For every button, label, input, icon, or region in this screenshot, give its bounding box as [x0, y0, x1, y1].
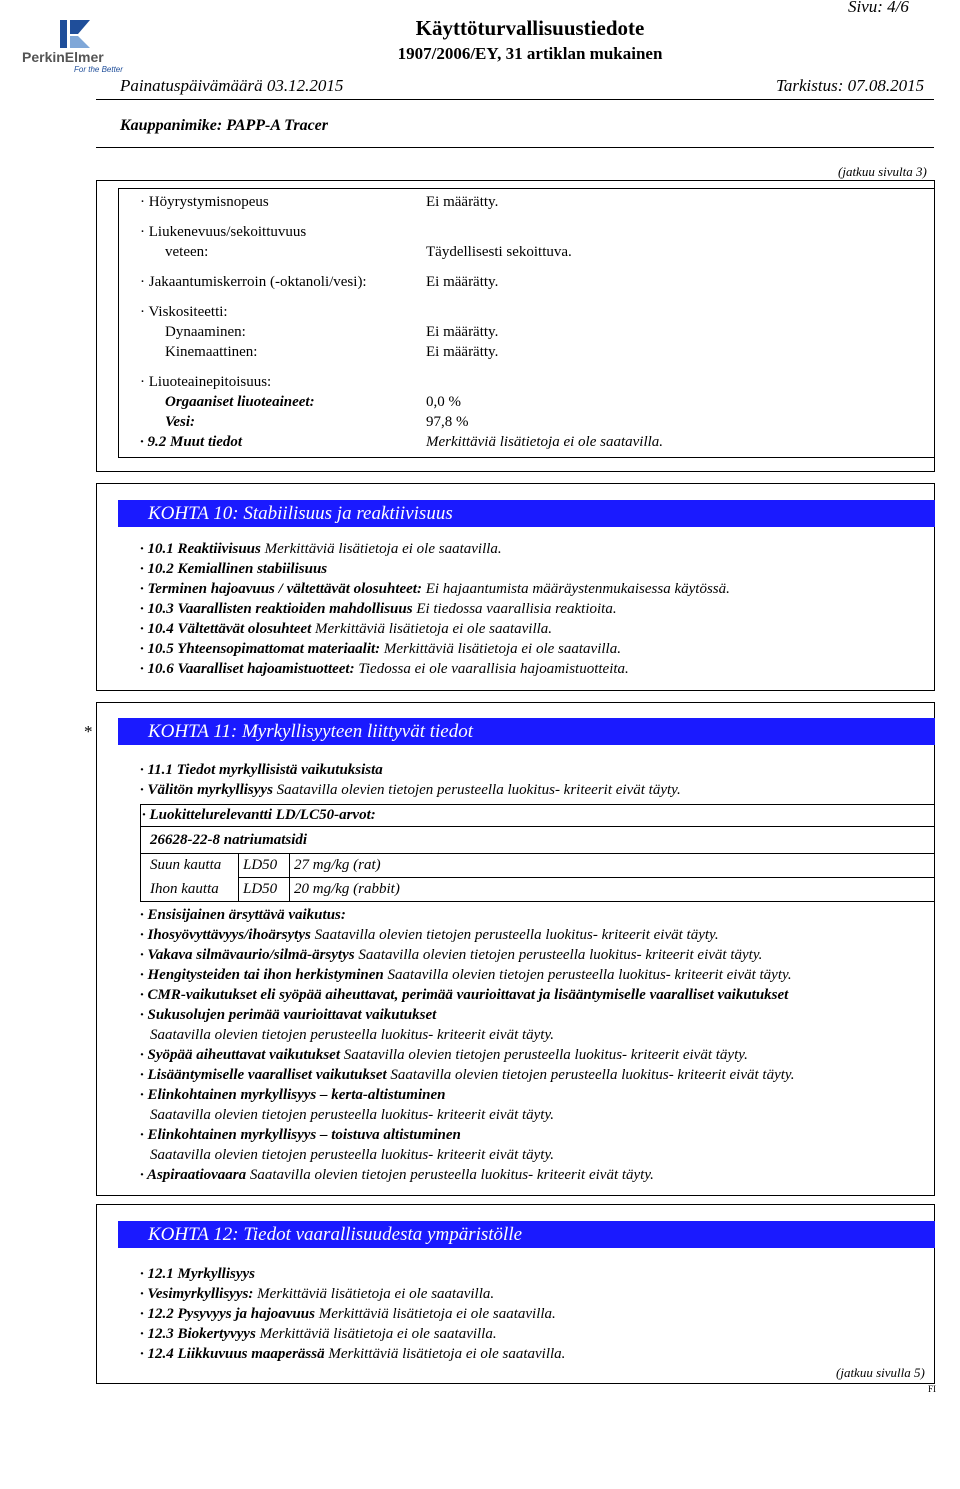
line-text: Merkittäviä lisätietoja ei ole saatavilla. — [380, 641, 621, 657]
line-label: · Syöpää aiheuttavat vaikutukset — [140, 1047, 341, 1063]
section10-title-bar: KOHTA 10: Stabiilisuus ja reaktiivisuus — [118, 500, 935, 527]
ld-value: 27 mg/kg (rat) — [294, 857, 381, 873]
property-value: Ei määrätty. — [426, 344, 499, 360]
line-text: Saatavilla olevien tietojen perusteella luokitus- kriteerit eivät täyty. — [150, 1147, 555, 1163]
line-label: · 12.1 Myrkyllisyys — [140, 1266, 255, 1282]
line-text: Ei hajaantumista määräystenmukaisessa käytössä. — [421, 581, 730, 597]
property-value: Ei määrätty. — [426, 194, 499, 210]
logo-brand-text: PerkinElmer — [22, 49, 104, 65]
text-line — [140, 580, 730, 598]
ld-value: 20 mg/kg (rabbit) — [294, 881, 400, 897]
line-label: · Ihosyövyttävyys/ihoärsytys — [140, 927, 311, 943]
line-label: · 10.3 Vaarallisten reaktioiden mahdollisuus — [140, 601, 413, 617]
ld-substance: 26628-22-8 natriumatsidi — [150, 832, 308, 848]
line-text: Merkittäviä lisätietoja ei ole saatavilla. — [260, 541, 502, 557]
line-text: Tiedossa ei ole vaarallisia hajoamistuotteita. — [354, 661, 629, 677]
property-value: Täydellisesti sekoittuva. — [426, 244, 572, 260]
line-text: Ei tiedossa vaarallisia reaktioita. — [412, 601, 617, 617]
text-line — [140, 1265, 255, 1283]
text-line — [140, 926, 719, 944]
text-line — [140, 1046, 748, 1064]
header-divider — [96, 99, 934, 100]
text-line — [140, 761, 383, 779]
document-subtitle: 1907/2006/EY, 31 artiklan mukainen — [397, 44, 663, 63]
language-code: FI — [928, 1384, 937, 1394]
line-text: Merkittäviä lisätietoja ei ole saatavilla. — [314, 1306, 556, 1322]
ld-route: Suun kautta — [150, 857, 222, 873]
line-label: · 12.3 Biokertyvyys — [140, 1326, 256, 1342]
property-label: Kinemaattinen: — [165, 344, 258, 360]
print-date: Painatuspäivämäärä 03.12.2015 — [120, 76, 344, 95]
property-label: · Liukenevuus/sekoittuvuus — [140, 224, 307, 240]
line-label: · Vesimyrkyllisyys: — [140, 1286, 254, 1302]
line-label: · Elinkohtainen myrkyllisyys – kerta-altistuminen — [140, 1087, 446, 1103]
line-label: · 10.6 Vaaralliset hajoamistuotteet: — [140, 661, 355, 677]
line-text: Saatavilla olevien tietojen perusteella luokitus- kriteerit eivät täyty. — [150, 1027, 555, 1043]
line-text: Merkittäviä lisätietoja ei ole saatavilla. — [255, 1326, 497, 1342]
line-text: Saatavilla olevien tietojen perusteella luokitus- kriteerit eivät täyty. — [383, 967, 792, 983]
ld-type: LD50 — [243, 881, 278, 897]
property-value: Ei määrätty. — [426, 274, 499, 290]
property-label: Dynaaminen: — [165, 324, 246, 340]
text-line — [140, 1285, 494, 1303]
continued-from: (jatkuu sivulta 3) — [838, 164, 927, 179]
line-label: · Hengitysteiden tai ihon herkistyminen — [140, 967, 384, 983]
continued-to: (jatkuu sivulla 5) — [836, 1365, 925, 1380]
text-line — [140, 1305, 556, 1323]
line-label: · 10.4 Vältettävät olosuhteet — [140, 621, 312, 637]
line-label: · Elinkohtainen myrkyllisyys – toistuva altistuminen — [140, 1127, 461, 1143]
text-line — [140, 660, 629, 678]
text-line — [140, 1066, 794, 1084]
trade-name: Kauppanimike: PAPP-A Tracer — [120, 117, 328, 134]
text-line — [140, 640, 621, 658]
page-number: Sivu: 4/6 — [848, 0, 909, 16]
property-value: Ei määrätty. — [426, 324, 499, 340]
ld-route: Ihon kautta — [150, 881, 219, 897]
line-text: Merkittäviä lisätietoja ei ole saatavilla. — [324, 1346, 566, 1362]
text-line — [140, 906, 346, 924]
text-line — [150, 1146, 554, 1164]
trade-name-divider — [96, 147, 934, 148]
property-label: · Höyrystymisnopeus — [140, 194, 269, 210]
line-text: Saatavilla olevien tietojen perusteella luokitus- kriteerit eivät täyty. — [150, 1107, 555, 1123]
line-text: Saatavilla olevien tietojen perusteella luokitus- kriteerit eivät täyty. — [354, 947, 763, 963]
text-line — [140, 620, 552, 638]
line-label: · Terminen hajoavuus / vältettävät olosuhteet: — [140, 581, 422, 597]
ld-heading: · Luokittelurelevantti LD/LC50-arvot: — [142, 807, 376, 823]
text-line — [140, 1006, 436, 1024]
text-line — [140, 600, 617, 618]
text-line — [140, 1126, 461, 1144]
line-text: Saatavilla olevien tietojen perusteella luokitus- kriteerit eivät täyty. — [310, 927, 719, 943]
text-line — [140, 986, 788, 1004]
property-value: 0,0 % — [426, 394, 461, 410]
document-title: Käyttöturvallisuustiedote — [415, 16, 645, 40]
ld-type: LD50 — [243, 857, 278, 873]
text-line — [140, 1325, 497, 1343]
line-text: Merkittäviä lisätietoja ei ole saatavilla. — [311, 621, 553, 637]
text-line — [140, 1345, 565, 1363]
line-text: Saatavilla olevien tietojen perusteella luokitus- kriteerit eivät täyty. — [340, 1047, 748, 1063]
text-line — [150, 1106, 554, 1124]
line-label: · Välitön myrkyllisyys — [140, 782, 273, 798]
property-label: Vesi: — [165, 414, 195, 430]
section12-title-bar: KOHTA 12: Tiedot vaarallisuudesta ympäristölle — [118, 1221, 935, 1248]
section11-title-bar: KOHTA 11: Myrkyllisyyteen liittyvät tiedot — [118, 718, 935, 745]
line-text: Saatavilla olevien tietojen perusteella luokitus- kriteerit eivät täyty. — [246, 1167, 654, 1183]
line-label: · CMR-vaikutukset eli syöpää aiheuttavat, perimää vaurioittavat ja lisääntymiselle vaaralliset vaikutukset — [140, 987, 789, 1003]
property-value: Merkittäviä lisätietoja ei ole saatavilla. — [426, 434, 664, 450]
perkinelmer-logo — [22, 18, 130, 74]
text-line — [140, 1086, 445, 1104]
text-line — [140, 781, 681, 799]
line-label: · Ensisijainen ärsyttävä vaikutus: — [140, 907, 346, 923]
line-text: Merkittäviä lisätietoja ei ole saatavilla. — [253, 1286, 495, 1302]
text-line — [140, 1166, 654, 1184]
line-label: · 10.5 Yhteensopimattomat materiaalit: — [140, 641, 381, 657]
text-line — [140, 560, 327, 578]
line-text: Saatavilla olevien tietojen perusteella luokitus- kriteerit eivät täyty. — [386, 1067, 795, 1083]
line-label: · Sukusolujen perimää vaurioittavat vaikutukset — [140, 1007, 437, 1023]
line-label: · 12.4 Liikkuvuus maaperässä — [140, 1346, 325, 1362]
text-line — [140, 946, 762, 964]
revision-date: Tarkistus: 07.08.2015 — [776, 76, 925, 95]
property-value: 97,8 % — [426, 414, 469, 430]
ld-row-divider — [238, 877, 935, 878]
line-label: · 10.2 Kemiallinen stabiilisuus — [140, 561, 328, 577]
property-label: veteen: — [165, 244, 209, 260]
line-label: · 12.2 Pysyvyys ja hajoavuus — [140, 1306, 315, 1322]
line-label: · Aspiraatiovaara — [140, 1167, 247, 1183]
ld-substance-divider — [140, 853, 935, 854]
property-label: · Viskositeetti: — [140, 304, 228, 320]
line-label: · Lisääntymiselle vaaralliset vaikutukset — [140, 1067, 387, 1083]
property-label: · Liuoteainepitoisuus: — [140, 374, 272, 390]
perkinelmer-logo-icon — [56, 18, 96, 50]
revision-marker: * — [84, 722, 93, 741]
line-label: · 11.1 Tiedot myrkyllisistä vaikutuksista — [140, 762, 383, 778]
ld-heading-divider — [140, 826, 935, 827]
text-line — [140, 540, 502, 558]
text-line — [150, 1026, 554, 1044]
property-label: Orgaaniset liuoteaineet: — [165, 394, 315, 410]
line-text: Saatavilla olevien tietojen perusteella luokitus- kriteerit eivät täyty. — [272, 782, 681, 798]
property-label: · Jakaantumiskerroin (-oktanoli/vesi): — [140, 274, 367, 290]
line-label: · 10.1 Reaktiivisuus — [140, 541, 261, 557]
text-line — [140, 966, 792, 984]
logo-tagline: For the Better — [74, 65, 123, 74]
property-label: · 9.2 Muut tiedot — [140, 434, 243, 450]
line-label: · Vakava silmävaurio/silmä-ärsytys — [140, 947, 355, 963]
